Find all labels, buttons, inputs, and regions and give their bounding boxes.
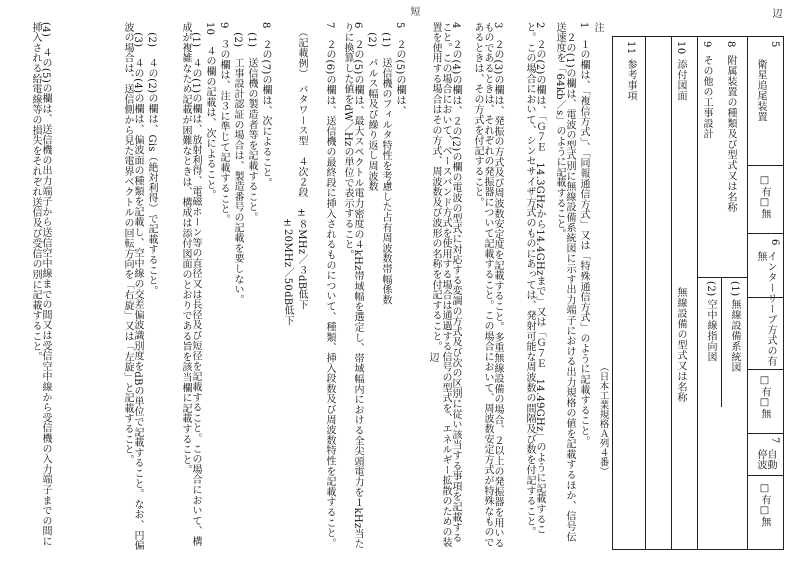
item6-check[interactable]: □有□無 — [759, 375, 770, 419]
note-line: (2) 工事設計認証の場合は、製造番号の記載を要しない。 — [232, 22, 243, 305]
edge-label: 辺 — [427, 352, 438, 363]
note-line: ２の(1)の欄は、電波の型式別に無線設備系統図に示す出力端子における出力規格の値を記載するほか、信号伝送速度を「64kb／s」のように記載すること。 — [554, 22, 575, 542]
note-line: (2) パルス幅及び繰り返し周波数 — [366, 22, 377, 192]
item5-check[interactable]: □有□無 — [759, 175, 770, 219]
item10-opt1-no: (1) — [729, 281, 740, 297]
note-line: 5 ２の(5)の欄は、 — [394, 22, 405, 116]
note-line: 2 ２の(2)の欄は、「Ｇ７Ｅ 14.3GHzから14.4GHzまで」又は「Ｇ７Ｅ 14.49GHz」のように記載すること。この場合において、シンセサイザ方式のものにあっては、発射可能な周波数の間隔及び数を付記すること。 — [524, 22, 545, 537]
item6-no: 6 — [769, 239, 780, 246]
corner-label: 辺 — [770, 8, 781, 19]
item8-label: 附属装置の種類及び型式又は名称 — [725, 55, 736, 213]
note-line: (1) ４の(1)の欄は、放射利得、電磁ホーン等の直径又は長径及び短径を記載すること。この場合において、構成が複雑なため記載が困難なときは、構成は添付図面のとおりである旨を該当欄に記載すること。 — [180, 22, 201, 547]
note-line: (3) ４の(4)の欄は、偏波面の種類を記載し、空中線の交差偏波識別度をdBの単位で記載すること。なお、円偏波の場合は、送信側から見た電界ベクトルの回転方向を「右旋」又は「左旋」と記載すること。 — [122, 22, 143, 551]
note-line: (1) 送信機のフィルタ特性を考慮した占有周波数帯幅係数 — [380, 22, 391, 305]
item6-label: インターリーブ方式の有無 — [755, 251, 776, 367]
note-line: (2) ４の(2)の欄は、Gis（絶対利得）で記載すること。 — [146, 22, 157, 296]
item7-no: 7 — [769, 437, 780, 444]
item7-check[interactable]: □有□無 — [759, 483, 770, 527]
item10-opt2-label[interactable]: 空中線指向図 — [705, 299, 716, 362]
item10-no: 10 — [675, 41, 686, 55]
note-line: (4) ４の(5)の欄は、送信機の出力端子から送信空中線までの間又は受信空中線から受信機の入力端子までの間に挿入される給電線等の損失をそれぞれ送信及び受信の別に記載すること。 — [30, 22, 51, 547]
item7-label: 自動停波 — [755, 449, 776, 470]
note-line: 10 ４の欄の記載は、次によること。 — [204, 22, 215, 201]
item8-no: 8 — [725, 41, 736, 48]
note-line: 7 ２の(6)の欄は、送信機の最終段に挿入されるものについて、種類、挿入段数及び周波数特性を記載すること。 — [324, 22, 335, 549]
note-line: (1) 送信機の製造者等を記載すること。 — [246, 22, 257, 223]
equipment-model-label: 無線設備の型式又は名称 — [675, 287, 686, 403]
item9-label: その他の工事設計 — [701, 55, 712, 139]
note-line: （記載例） バタワース型 ４次２段 ±８MHz／３dB低下 — [296, 22, 307, 310]
notes-heading: 注 — [592, 22, 603, 33]
notes-area — [6, 22, 588, 552]
note-line: 8 ２の(7)の欄は、次によること。 — [260, 22, 271, 188]
note-line: 6 ２の(5)の欄は、最大スペクトル電力密度の４kHz帯域幅を選定し、帯域幅内における全尖頭電力を１kHz当たりに換算した値をdW／Hzの単位で表示すること。 — [342, 22, 363, 550]
standard-note: （日本工業規格Ａ列４番） — [597, 362, 609, 476]
note-line: 4 ２の(4)の欄は、２の(2)の欄の電波の型式に対応する変調の方式及び次の区別に従い該当する事項を記載すること。この場合において、ベースバンド方式を使用する場合は通過する信号の型式を、エネルギー拡散のための装置を使用する場合はその方式、周波数及び波形の名称を付記すること。 — [430, 22, 461, 548]
item9-no: 9 — [701, 41, 712, 48]
form-table — [612, 36, 784, 550]
item10-opt2-no: (2) — [705, 281, 716, 297]
note-line: ±20MHz／50dB低下 — [282, 22, 293, 327]
note-line: 9 ３の欄は、注３に準じて記載すること。 — [218, 22, 229, 225]
short-edge-label: 短 — [408, 6, 419, 17]
item10-label: 添付図面 — [675, 59, 686, 101]
note-line: 3 ２の(3)の欄は、発振の方式及び周波数安定度を記載すること。多重無線設備の場合、２以上の発振器を用いるものであるときは、それぞれの発振器について記載すること。この場合において、周波数安定方式が特殊なものであるときは、その方式を付記すること。 — [472, 22, 503, 549]
note-line: 1 １の欄は、「複信方式」、「同報通信方式」又は「特殊通信方式」のように記載すること。 — [578, 22, 589, 447]
item11-label: 参考事項 — [625, 59, 636, 101]
item10-opt1-label[interactable]: 無線設備系統図 — [729, 299, 740, 373]
item5-no: 5 — [769, 41, 780, 48]
item5-label: 衛星追尾装置 — [755, 59, 766, 122]
item11-no: 11 — [625, 41, 636, 55]
